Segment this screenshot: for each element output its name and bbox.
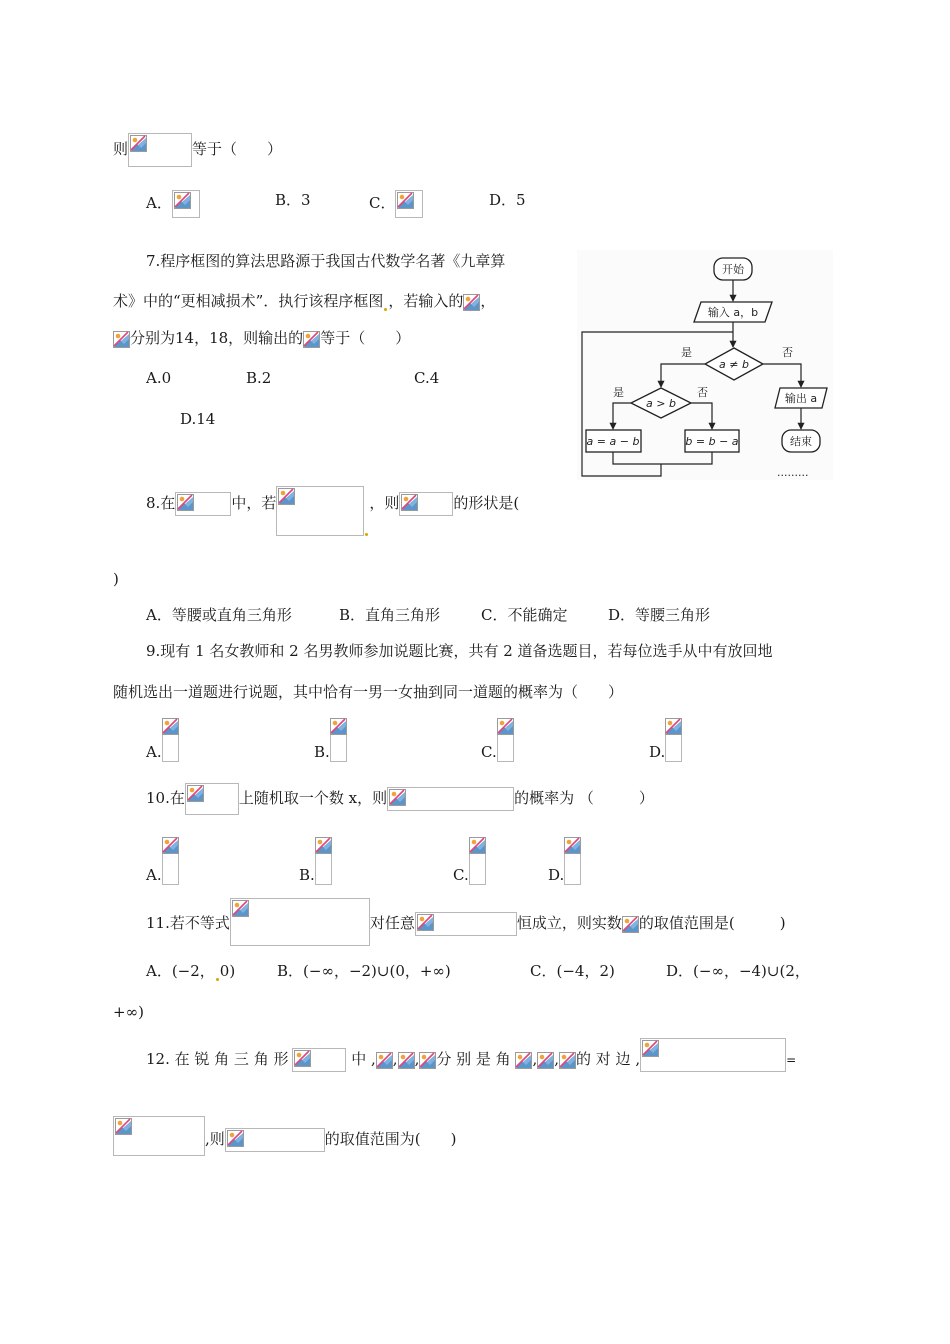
broken-image-icon — [177, 494, 194, 511]
flow-cond2-label: a > b — [646, 397, 676, 410]
formula-image — [398, 1052, 415, 1069]
formula-image — [469, 837, 486, 885]
q7-option-b: B.2 — [246, 369, 272, 387]
q9-option-b: B. — [314, 718, 347, 762]
q9-option-a: A. — [146, 718, 179, 762]
broken-image-icon — [559, 1052, 576, 1069]
formula-image — [622, 916, 639, 933]
q6-option-a: A． — [146, 190, 200, 218]
q7-option-c: C.4 — [414, 369, 440, 387]
formula-image — [172, 190, 200, 218]
broken-image-icon — [401, 494, 418, 511]
q11-option-c: C．(−4，2) — [530, 962, 615, 980]
flow-end-label: 结束 — [790, 435, 812, 448]
broken-image-icon — [162, 718, 179, 735]
flow-assign1-label: a = a − b — [586, 435, 640, 448]
q8-stem: 8.在 中，若 ，则 的形状是( — [146, 492, 519, 536]
q10-option-a: A. — [146, 837, 179, 885]
flow-no1-label: 否 — [782, 346, 793, 359]
broken-image-icon — [398, 1052, 415, 1069]
flow-start-label: 开始 — [722, 263, 744, 276]
q7-line1: 7.程序框图的算法思路源于我国古代数学名著《九章算 — [146, 252, 506, 270]
q6-option-c: C． — [369, 190, 423, 218]
broken-image-icon — [187, 785, 204, 802]
broken-image-icon — [665, 718, 682, 735]
flow-input-label: 输入 a，b — [707, 306, 759, 319]
q9-line1: 9.现有 1 名女教师和 2 名男教师参加说题比赛，共有 2 道备选题目，若每位选手从中有放回地 — [146, 642, 773, 660]
formula-image — [303, 331, 320, 348]
broken-image-icon — [174, 192, 191, 209]
q8-option-b: B．直角三角形 — [339, 606, 441, 624]
broken-image-icon — [113, 331, 130, 348]
formula-image — [128, 133, 192, 167]
formula-image — [113, 331, 130, 348]
broken-image-icon — [294, 1050, 311, 1067]
broken-image-icon — [115, 1118, 132, 1135]
broken-image-icon — [397, 192, 414, 209]
q10-stem: 10.在 上随机取一个数 x，则 的概率为 （ ） — [146, 783, 654, 815]
broken-image-icon — [232, 900, 249, 917]
formula-image — [665, 718, 682, 762]
broken-image-icon — [469, 837, 486, 854]
formula-image — [399, 492, 453, 516]
formula-image — [564, 837, 581, 885]
q7-line3: 分别为14，18，则输出的 等于（ ） — [113, 328, 410, 348]
broken-image-icon — [162, 837, 179, 854]
broken-image-icon — [130, 135, 147, 152]
formula-image — [640, 1038, 786, 1072]
broken-image-icon — [463, 294, 480, 311]
broken-image-icon — [389, 789, 406, 806]
q7-option-d: D.14 — [180, 410, 216, 428]
formula-image — [415, 912, 517, 936]
q10-option-c: C. — [453, 837, 486, 885]
broken-image-icon — [497, 718, 514, 735]
q11-option-d: D．(−∞，−4)∪(2， — [666, 962, 810, 980]
flow-no2-label: 否 — [697, 386, 708, 399]
q11-option-d-cont: +∞) — [113, 1003, 144, 1021]
broken-image-icon — [515, 1052, 532, 1069]
broken-image-icon — [303, 331, 320, 348]
q11-option-b: B．(−∞，−2)∪(0，+∞) — [277, 962, 451, 980]
formula-image — [395, 190, 423, 218]
broken-image-icon — [564, 837, 581, 854]
formula-image — [185, 783, 239, 815]
formula-image — [276, 486, 364, 536]
flow-output-label: 输出 a — [784, 392, 818, 405]
formula-image — [162, 837, 179, 885]
q8-option-d: D．等腰三角形 — [608, 606, 711, 624]
q9-option-d: D. — [649, 718, 682, 762]
broken-image-icon — [315, 837, 332, 854]
flow-cond1-label: a ≠ b — [719, 358, 749, 371]
flowchart — [577, 250, 833, 480]
flow-watermark: ········· — [777, 469, 809, 480]
q8-option-a: A．等腰或直角三角形 — [146, 606, 292, 624]
formula-image — [537, 1052, 554, 1069]
q8-close: ) — [113, 570, 119, 588]
flow-yes2-label: 是 — [613, 386, 624, 399]
broken-image-icon — [642, 1040, 659, 1057]
formula-image — [162, 718, 179, 762]
q6-option-d: D．5 — [489, 191, 526, 209]
formula-image — [175, 492, 231, 516]
formula-image — [376, 1052, 393, 1069]
inline-dot — [216, 978, 219, 981]
flow-yes1-label: 是 — [681, 346, 692, 359]
broken-image-icon — [376, 1052, 393, 1069]
broken-image-icon — [227, 1130, 244, 1147]
formula-image — [113, 1116, 205, 1156]
broken-image-icon — [417, 914, 434, 931]
formula-image — [230, 898, 370, 946]
q11-option-a: A．(−2， 0) — [146, 962, 236, 980]
q7-line2: 术》中的“更相减损术”．执行该程序框图 ，若输入的 ， — [113, 292, 496, 310]
formula-image — [463, 294, 480, 311]
formula-image — [515, 1052, 532, 1069]
q10-option-d: D. — [548, 837, 581, 885]
formula-image — [559, 1052, 576, 1069]
broken-image-icon — [419, 1052, 436, 1069]
broken-image-icon — [330, 718, 347, 735]
q6-option-b: B．3 — [275, 191, 311, 209]
q6-stem: 则 等于（ ） — [113, 133, 282, 167]
formula-image — [225, 1128, 325, 1152]
formula-image — [387, 787, 514, 811]
inline-dot — [365, 533, 368, 536]
broken-image-icon — [537, 1052, 554, 1069]
formula-image — [497, 718, 514, 762]
formula-image — [330, 718, 347, 762]
flowchart-svg — [577, 250, 833, 480]
inline-dot — [384, 308, 387, 311]
formula-image — [292, 1048, 346, 1072]
q9-option-c: C. — [481, 718, 514, 762]
q10-option-b: B. — [299, 837, 332, 885]
formula-image — [315, 837, 332, 885]
q9-line2: 随机选出一道题进行说题，其中恰有一男一女抽到同一道题的概率为（ ） — [113, 683, 624, 701]
broken-image-icon — [278, 488, 295, 505]
flow-assign2-label: b = b − a — [685, 435, 739, 448]
q7-option-a: A.0 — [146, 369, 172, 387]
broken-image-icon — [622, 916, 639, 933]
q12-line2: ,则 的取值范围为( ) — [113, 1128, 457, 1156]
q12-line1: 12. 在 锐 角 三 角 形 中 , , , 分 别 是 角 , , 的 对 边 , = — [146, 1048, 796, 1072]
formula-image — [419, 1052, 436, 1069]
q8-option-c: C．不能确定 — [481, 606, 568, 624]
q11-stem: 11.若不等式 对任意 恒成立，则实数 的取值范围是( ) — [146, 912, 786, 946]
